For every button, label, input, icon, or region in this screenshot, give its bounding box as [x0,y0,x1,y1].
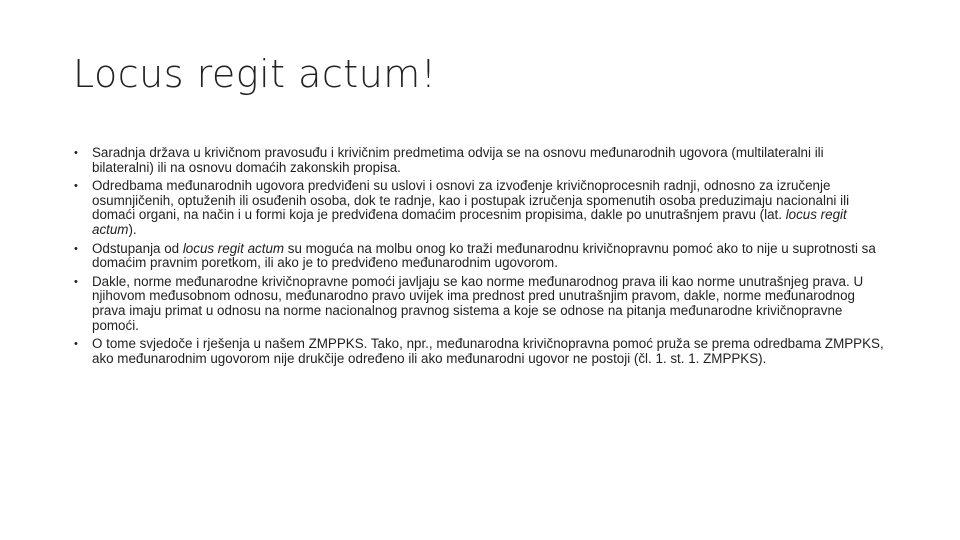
bullet-dot-icon: • [74,180,78,193]
bullet-text: O tome svjedoče i rješenja u našem ZMPPKS. Tako, npr., međunarodna krivičnopravna pomoć pruža se prema odredbama ZMPPKS, ako međunarodnim ugovorom nije drukčije određeno ili ako međunarodni ugovor ne postoji (čl. 1. st. 1. ZMPPKS). [92,336,884,366]
bullet-text: Odredbama međunarodnih ugovora predviđeni su uslovi i osnovi za izvođenje krivičnoprocesnih radnji, odnosno za izručenje osumnjičenih, optuženih ili osuđenih osoba, dok te radnje, kao i postupak izručenja spomenutih osoba preduzimaju nacionalni ili domaći organi, na način i u formi koja je predviđena domaćim procesnim propisima, dakle po unutrašnjem pravu (lat. [92,178,850,223]
bullet-dot-icon: • [74,338,78,351]
bullet-text: su moguća na molbu onog ko traži međunarodnu krivičnopravnu pomoć ako to nije u suprotnosti sa domaćim pravnim poretkom, ili ako je to predviđeno međunarodnim ugovorom. [92,240,876,271]
bullet-dot-icon: • [74,275,78,288]
bullet-text: Dakle, norme međunarodne krivičnopravne pomoći javljaju se kao norme međunarodnog prava ili kao norme unutrašnjeg prava. U njihovom međusobnom odnosu, međunarodno pravo uvijek ima prednost pred unutrašnjim pravom, dakle, norme međunarodnog prava imaju primat u odnosu na norme nacionalnog pravnog sistema a koje se odnose na pitanja međunarodne krivičnopravne pomoći. [92,273,864,333]
bullet-dot-icon: • [74,147,78,159]
slide-content [72,146,884,370]
bullet-text-italic: locus regit actum [92,207,847,237]
bullet-item [72,242,884,271]
bullet-item [72,179,884,237]
bullet-text: Odstupanja od [92,240,183,256]
bullet-text: Saradnja država u krivičnom pravosuđu i krivičnim predmetima odvija se na osnovu međunarodnih ugovora (multilateralni ili bilateralni) ili na osnovu domaćih zakonskih propisa. [92,145,824,175]
bullet-item [72,275,884,333]
bullet-item [72,337,884,366]
bullet-dot-icon: • [74,242,78,255]
bullet-text: ). [128,221,137,237]
bullet-text-italic: locus regit actum [182,240,285,256]
bullet-item [72,146,884,175]
bullet-list [72,146,884,366]
slide-title: Locus regit actum! [73,52,437,96]
